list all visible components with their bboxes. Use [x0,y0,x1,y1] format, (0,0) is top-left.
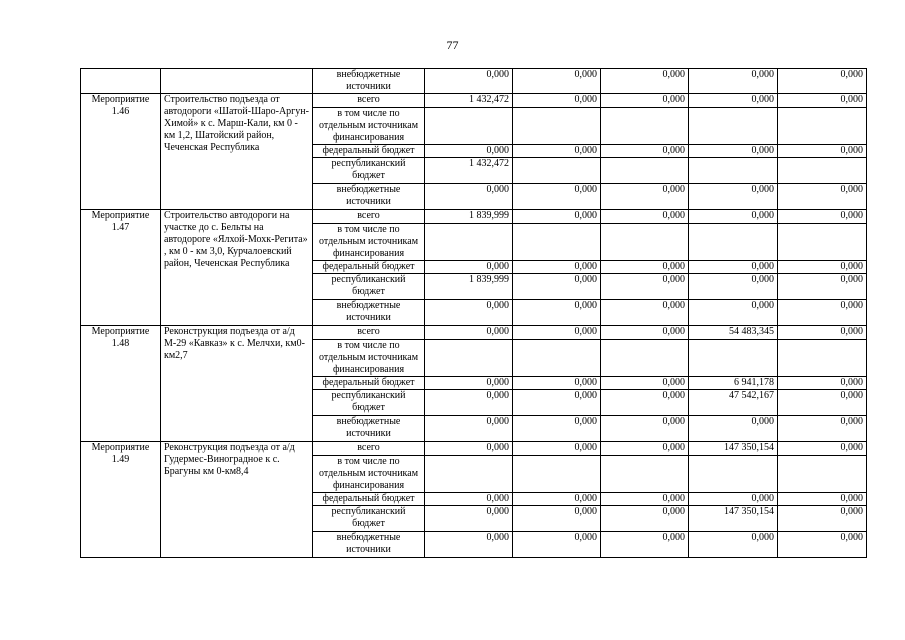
amount-cell: 0,000 [689,532,778,558]
amount-cell: 0,000 [778,145,867,158]
amount-cell [601,224,689,261]
amount-cell: 0,000 [778,326,867,340]
activity-number: Мероприятие 1.48 [81,326,161,442]
amount-cell: 0,000 [513,416,601,442]
funding-source: в том числе по отдельным источникам финансирования [313,340,425,377]
activity-number: Мероприятие 1.47 [81,210,161,326]
funding-source: внебюджетные источники [313,69,425,94]
amount-cell [689,456,778,493]
activity-name: Реконструкция подъезда от а/д М-29 «Кавказ» к с. Мелчхи, км0-км2,7 [161,326,313,442]
amount-cell: 0,000 [601,390,689,416]
table-row [81,69,867,94]
funding-source: республиканский бюджет [313,390,425,416]
amount-cell: 0,000 [513,69,601,94]
amount-cell: 1 839,999 [425,210,513,224]
amount-cell [513,158,601,184]
amount-cell: 0,000 [601,532,689,558]
amount-cell: 0,000 [778,442,867,456]
amount-cell: 147 350,154 [689,442,778,456]
amount-cell: 0,000 [425,184,513,210]
amount-cell: 0,000 [513,506,601,532]
amount-cell: 0,000 [513,493,601,506]
amount-cell: 1 839,999 [425,274,513,300]
amount-cell: 0,000 [513,184,601,210]
funding-source: всего [313,326,425,340]
amount-cell: 0,000 [601,184,689,210]
amount-cell [689,108,778,145]
amount-cell: 54 483,345 [689,326,778,340]
amount-cell: 0,000 [425,69,513,94]
amount-cell: 0,000 [513,261,601,274]
amount-cell: 0,000 [689,274,778,300]
activity-number [81,69,161,94]
funding-source: внебюджетные источники [313,300,425,326]
activity-number: Мероприятие 1.46 [81,94,161,210]
amount-cell [778,108,867,145]
amount-cell: 0,000 [425,493,513,506]
amount-cell [778,224,867,261]
amount-cell: 0,000 [513,145,601,158]
activity-name: Строительство подъезда от автодороги «Шатой-Шаро-Аргун-Химой» к с. Марш-Кали, км 0 - км 1,2, Шатойский район, Чеченская Республика [161,94,313,210]
amount-cell: 0,000 [689,300,778,326]
amount-cell [601,340,689,377]
page-number: 77 [446,38,459,52]
amount-cell: 0,000 [601,300,689,326]
amount-cell: 0,000 [689,416,778,442]
amount-cell [425,224,513,261]
amount-cell [513,108,601,145]
table-row [81,326,867,340]
amount-cell [425,456,513,493]
amount-cell: 1 432,472 [425,158,513,184]
amount-cell: 0,000 [689,493,778,506]
activity-number: Мероприятие 1.49 [81,442,161,558]
amount-cell: 0,000 [778,94,867,108]
funding-source: всего [313,442,425,456]
amount-cell: 0,000 [601,506,689,532]
funding-source: в том числе по отдельным источникам финансирования [313,108,425,145]
funding-source: всего [313,94,425,108]
amount-cell: 0,000 [513,390,601,416]
amount-cell [689,158,778,184]
amount-cell: 147 350,154 [689,506,778,532]
funding-source: республиканский бюджет [313,506,425,532]
amount-cell: 0,000 [778,261,867,274]
amount-cell [513,456,601,493]
amount-cell: 0,000 [689,184,778,210]
amount-cell [513,224,601,261]
funding-source: всего [313,210,425,224]
amount-cell: 0,000 [601,145,689,158]
amount-cell: 0,000 [778,184,867,210]
table-row [81,210,867,224]
amount-cell: 0,000 [513,326,601,340]
amount-cell: 0,000 [689,261,778,274]
amount-cell: 0,000 [778,416,867,442]
amount-cell: 0,000 [601,261,689,274]
amount-cell: 0,000 [601,416,689,442]
amount-cell: 0,000 [689,145,778,158]
activity-name: Реконструкция подъезда от а/д Гудермес-Виноградное к с. Брагуны км 0-км8,4 [161,442,313,558]
amount-cell: 0,000 [513,377,601,390]
activity-name: Строительство автодороги на участке до с. Бельты на автодороге «Ялхой-Мохк-Регита» , км 0 - км 3,0, Курчалоевский район, Чеченская Республика [161,210,313,326]
amount-cell: 0,000 [513,442,601,456]
table-row [81,94,867,108]
amount-cell: 0,000 [778,274,867,300]
funding-source: федеральный бюджет [313,145,425,158]
amount-cell: 47 542,167 [689,390,778,416]
funding-source: федеральный бюджет [313,377,425,390]
amount-cell: 0,000 [601,94,689,108]
funding-source: внебюджетные источники [313,532,425,558]
amount-cell [601,456,689,493]
table-row [81,442,867,456]
funding-source: в том числе по отдельным источникам финансирования [313,456,425,493]
amount-cell [425,340,513,377]
amount-cell: 0,000 [778,532,867,558]
amount-cell: 0,000 [778,210,867,224]
amount-cell [425,108,513,145]
amount-cell: 0,000 [601,493,689,506]
amount-cell: 0,000 [425,390,513,416]
amount-cell: 0,000 [601,210,689,224]
amount-cell: 0,000 [601,69,689,94]
funding-table [80,68,867,558]
amount-cell: 0,000 [513,210,601,224]
amount-cell [601,158,689,184]
funding-source: внебюджетные источники [313,184,425,210]
amount-cell [778,456,867,493]
amount-cell [601,108,689,145]
amount-cell: 6 941,178 [689,377,778,390]
amount-cell: 0,000 [778,390,867,416]
amount-cell: 0,000 [513,274,601,300]
amount-cell: 0,000 [601,377,689,390]
amount-cell: 0,000 [689,94,778,108]
amount-cell: 0,000 [425,377,513,390]
funding-source: республиканский бюджет [313,274,425,300]
table-body [81,69,867,558]
funding-source: федеральный бюджет [313,493,425,506]
amount-cell: 0,000 [425,300,513,326]
amount-cell: 0,000 [513,94,601,108]
activity-name [161,69,313,94]
amount-cell: 0,000 [425,442,513,456]
funding-source: федеральный бюджет [313,261,425,274]
amount-cell [689,340,778,377]
amount-cell: 0,000 [425,261,513,274]
amount-cell [778,340,867,377]
amount-cell: 0,000 [778,493,867,506]
funding-source: внебюджетные источники [313,416,425,442]
funding-source: в том числе по отдельным источникам финансирования [313,224,425,261]
amount-cell: 0,000 [601,326,689,340]
amount-cell: 0,000 [778,506,867,532]
amount-cell: 0,000 [513,532,601,558]
amount-cell: 0,000 [601,274,689,300]
amount-cell: 0,000 [778,69,867,94]
amount-cell: 0,000 [513,300,601,326]
amount-cell: 0,000 [778,377,867,390]
amount-cell: 0,000 [601,442,689,456]
amount-cell: 0,000 [425,532,513,558]
amount-cell: 1 432,472 [425,94,513,108]
amount-cell [778,158,867,184]
funding-source: республиканский бюджет [313,158,425,184]
amount-cell: 0,000 [425,326,513,340]
amount-cell: 0,000 [778,300,867,326]
amount-cell [689,224,778,261]
amount-cell: 0,000 [689,210,778,224]
amount-cell: 0,000 [425,145,513,158]
amount-cell: 0,000 [425,416,513,442]
amount-cell [513,340,601,377]
amount-cell: 0,000 [425,506,513,532]
amount-cell: 0,000 [689,69,778,94]
